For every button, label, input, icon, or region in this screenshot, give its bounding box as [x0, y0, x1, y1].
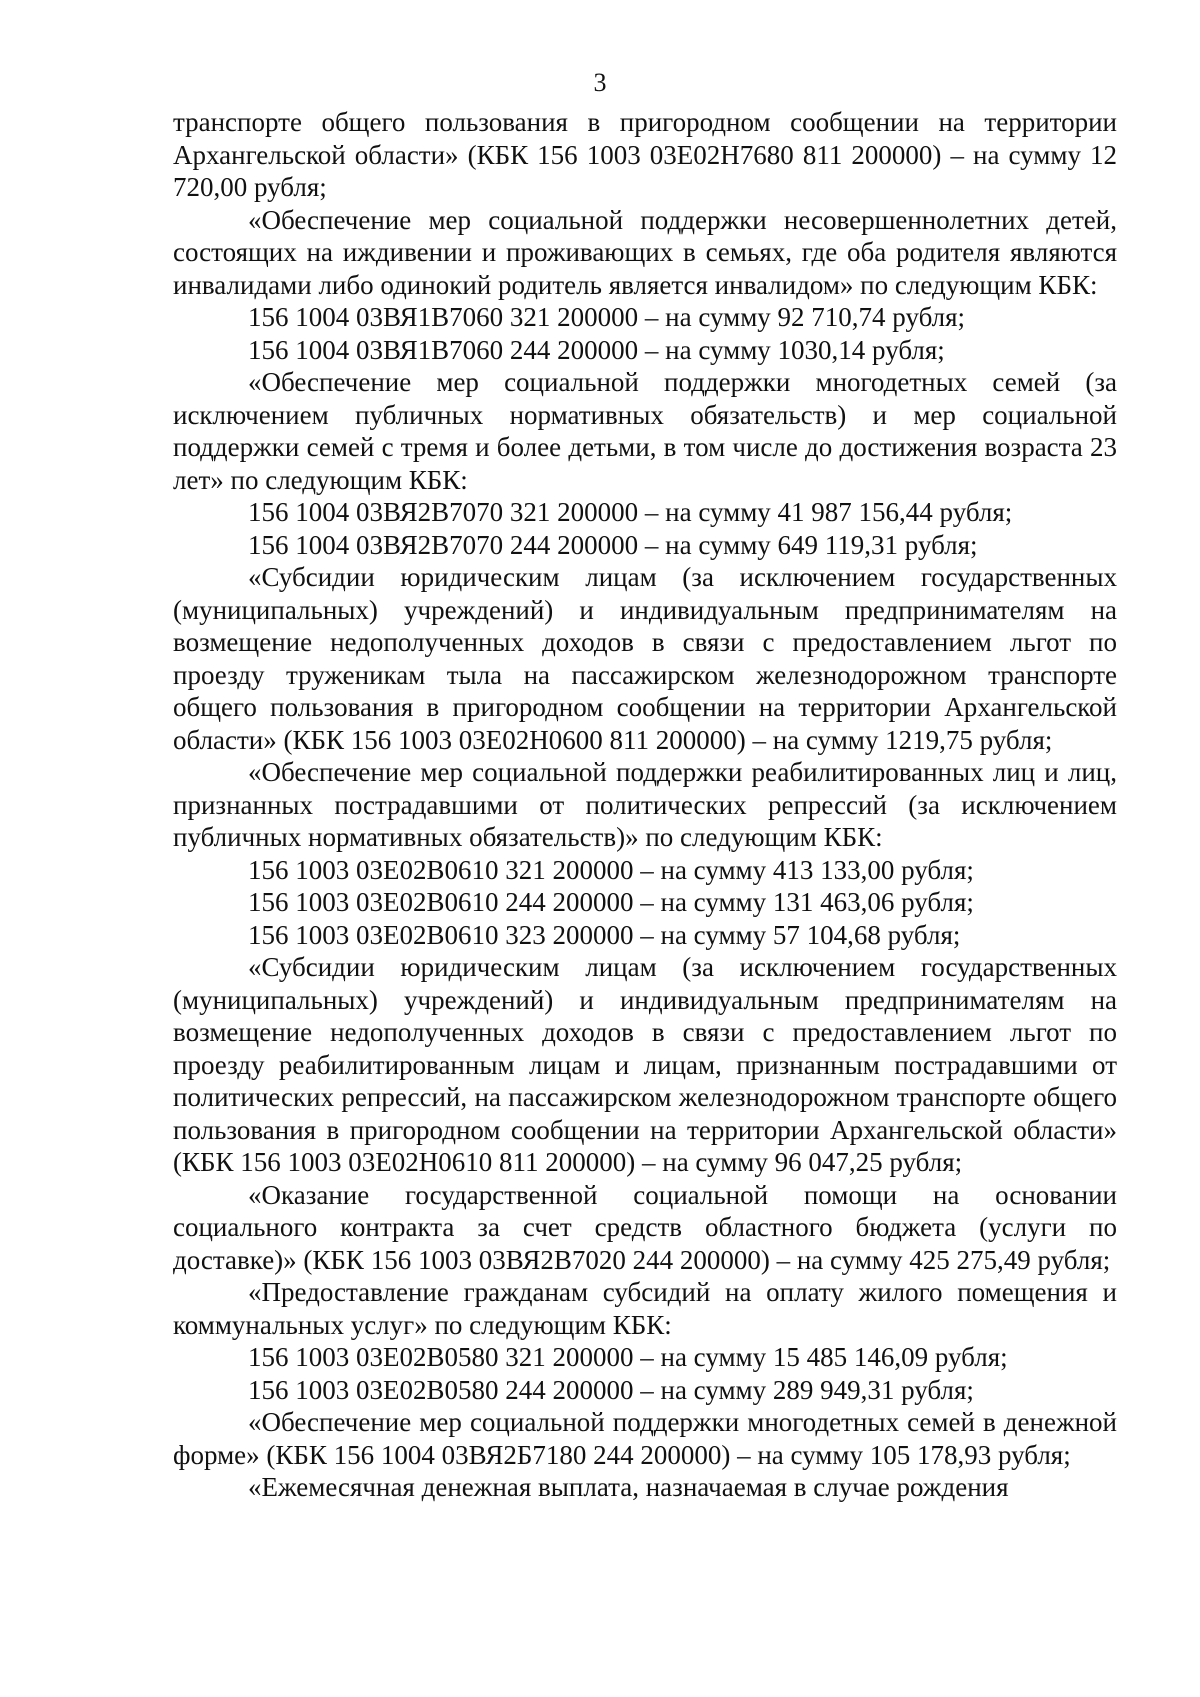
paragraph-continuation: транспорте общего пользования в пригородном сообщении на территории Архангельской области» (КБК 156 1003 03Е02Н7680 811 200000) – на сумму 12 720,00 рубля;	[173, 107, 1117, 202]
paragraph-rehabilitated-persons-support: «Обеспечение мер социальной поддержки реабилитированных лиц и лиц, признанных пострадавшими от политических репрессий (за исключением публичных нормативных обязательств)» по следующим КБК:	[173, 757, 1117, 852]
paragraph-rehabilitated-persons-subsidy: «Субсидии юридическим лицам (за исключением государственных (муниципальных) учреждений) и индивидуальным предпринимателям на возмещение недополученных доходов в связи с предоставлением льгот по проезду реабилитированным лицам и лицам, признанным пострадавшими от политических репрессий, на пассажирском железнодорожном транспорте общего пользования в пригородном сообщении на территории Архангельской области» (КБК 156 1003 03Е02Н0610 811 200000) – на сумму 96 047,25 рубля;	[173, 952, 1117, 1177]
kbk-line: 156 1003 03Е02В0610 321 200000 – на сумму 413 133,00 рубля;	[248, 854, 974, 885]
document-body	[173, 106, 1117, 1504]
kbk-line: 156 1004 03ВЯ2В7070 321 200000 – на сумму 41 987 156,44 рубля;	[248, 497, 1013, 527]
kbk-line: 156 1003 03Е02В0610 323 200000 – на сумму 57 104,68 рубля;	[248, 919, 961, 950]
kbk-line: 156 1003 03Е02В0580 321 200000 – на сумму 15 485 146,09 рубля;	[248, 1342, 1008, 1372]
paragraph-social-contract-assistance: «Оказание государственной социальной помощи на основании социального контракта за счет средств областного бюджета (услуги по доставке)» (КБК 156 1003 03ВЯ2В7020 244 200000) – на сумму 425 275,49 рубля;	[173, 1179, 1117, 1275]
paragraph-monthly-payment: «Ежемесячная денежная выплата, назначаемая в случае рождения	[248, 1472, 1009, 1502]
paragraph-minor-children-support: «Обеспечение мер социальной поддержки несовершеннолетних детей, состоящих на иждивении и проживающих в семьях, где оба родителя являются инвалидами либо одинокий родитель является инвалидом» по следующим КБК:	[173, 204, 1117, 300]
paragraph-housing-subsidies: «Предоставление гражданам субсидий на оплату жилого помещения и коммунальных услуг» по следующим КБК:	[173, 1277, 1117, 1340]
kbk-line: 156 1004 03ВЯ2В7070 244 200000 – на сумму 649 119,31 рубля;	[248, 529, 978, 560]
kbk-line: 156 1004 03ВЯ1В7060 321 200000 – на сумму 92 710,74 рубля;	[248, 302, 966, 332]
kbk-line: 156 1003 03Е02В0610 244 200000 – на сумму 131 463,06 рубля;	[248, 887, 974, 917]
paragraph-home-front-workers-subsidy: «Субсидии юридическим лицам (за исключением государственных (муниципальных) учреждений) и индивидуальным предпринимателям на возмещение недополученных доходов в связи с предоставлением льгот по проезду труженикам тыла на пассажирском железнодорожном транспорте общего пользования в пригородном сообщении на территории Архангельской области» (КБК 156 1003 03Е02Н0600 811 200000) – на сумму 1219,75 рубля;	[173, 562, 1117, 755]
paragraph-large-families-support: «Обеспечение мер социальной поддержки многодетных семей (за исключением публичных нормативных обязательств) и мер социальной поддержки семей с тремя и более детьми, в том числе до достижения возраста 23 лет» по следующим КБК:	[173, 367, 1117, 495]
kbk-line: 156 1003 03Е02В0580 244 200000 – на сумму 289 949,31 рубля;	[248, 1374, 974, 1405]
page-number: 3	[593, 68, 607, 97]
paragraph-large-families-cash-support: «Обеспечение мер социальной поддержки многодетных семей в денежной форме» (КБК 156 1004 03ВЯ2Б7180 244 200000) – на сумму 105 178,93 рубля;	[173, 1407, 1117, 1470]
kbk-line: 156 1004 03ВЯ1В7060 244 200000 – на сумму 1030,14 рубля;	[248, 334, 945, 365]
